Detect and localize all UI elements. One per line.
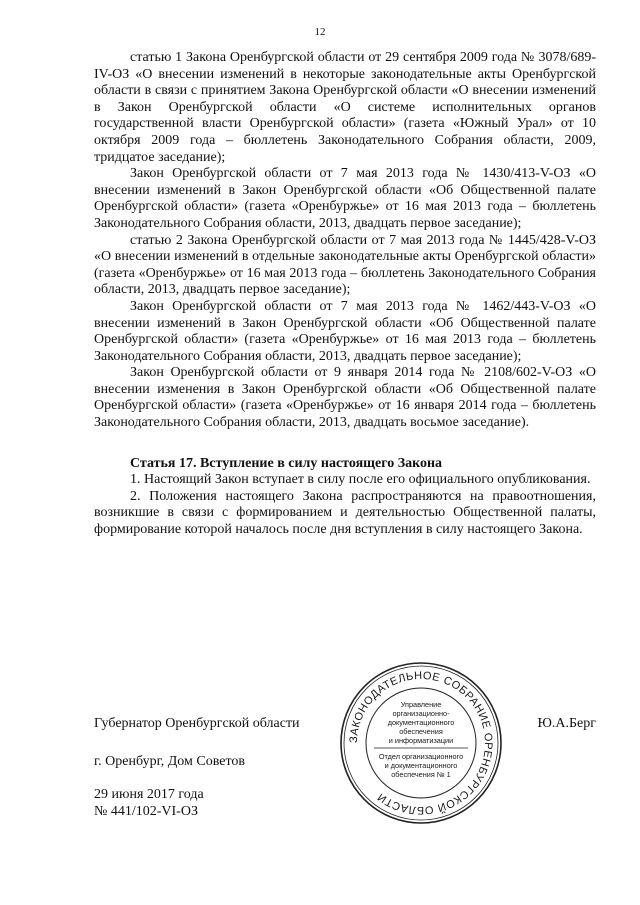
repealed-act-paragraph: Закон Оренбургской области от 7 мая 2013 года № 1462/443-V-ОЗ «О внесении изменений в Закон Оренбургской области «Об Общественной палате Оренбургской области» (газета «Оренбуржье» от 16 мая 2013 года – бюллетень Законодательного Собрания области, 2013, двадцать первое заседание); [94, 298, 596, 364]
article-clause-1: 1. Настоящий Закон вступает в силу после его официального опубликования. [130, 472, 591, 488]
seal-ring-textpath: ЗАКОНОДАТЕЛЬНОЕ СОБРАНИЕ ОРЕНБУРГСКОЙ ОБЛАСТИ [347, 669, 495, 817]
article-clause-2: 2. Положения настоящего Закона распространяются на правоотношения, возникшие в связи с формированием и деятельностью Общественной палаты, формирование которой началось после дня вступления в силу настоящего Закона. [94, 488, 596, 538]
law-date: 29 июня 2017 года [94, 787, 204, 802]
seal-dept-line-1: Управление [400, 700, 442, 709]
repealed-act-paragraph: статью 2 Закона Оренбургской области от 7 мая 2013 года № 1445/428-V-ОЗ «О внесении изменений в отдельные законодательные акты Оренбургской области» (газета «Оренбуржье» от 16 мая 2013 года – бюллетень Законодательного Собрания области, 2013, двадцать первое заседание); [94, 232, 596, 298]
seal-dept-line-3: документационного [387, 718, 455, 727]
seal-sub-line-3: обеспечения № 1 [391, 770, 451, 779]
repealed-act-paragraph: статью 1 Закона Оренбургской области от 29 сентября 2009 года № 3078/689-IV-ОЗ «О внесении изменений в некоторые законодательные акты Оренбургской области в связи с принятием Закона Оренбургской области «О внесении изменений в Закон Оренбургской области «О системе исполнительных органов государственной власти Оренбургской области» (газета «Южный Урал» от 10 октября 2009 года – бюллетень Законодательного Собрания области, 2009, тридцатое заседание); [94, 50, 596, 165]
seal-dept-line-2: организационно- [392, 709, 450, 718]
repealed-act-paragraph: Закон Оренбургской области от 7 мая 2013 года № 1430/413-V-ОЗ «О внесении изменений в Закон Оренбургской области «Об Общественной палате Оренбургской области» (газета «Оренбуржье» от 16 мая 2013 года – бюллетень Законодательного Собрания области, 2013, двадцать первое заседание); [94, 166, 596, 231]
repealed-act-paragraph: Закон Оренбургской области от 9 января 2014 года № 2108/602-V-ОЗ «О внесении изменения в Закон Оренбургской области «Об Общественной палате Оренбургской области» (газета «Оренбуржье» от 16 января 2014 года – бюллетень Законодательного Собрания области, 2013, двадцать восьмое заседание). [94, 365, 596, 431]
seal-dept-line-5: и информатизации [388, 736, 454, 745]
article-title: Статья 17. Вступление в силу настоящего Закона [130, 455, 443, 471]
page-number: 12 [314, 26, 326, 38]
document-body [94, 50, 596, 539]
seal-dept-line-4: обеспечения [399, 727, 443, 736]
governor-name: Ю.А.Берг [537, 716, 596, 731]
seal-sub-line-1: Отдел организационного [378, 752, 464, 761]
official-seal [338, 660, 504, 826]
law-date-block [94, 787, 204, 820]
signing-place: г. Оренбург, Дом Советов [94, 754, 245, 769]
seal-sub-line-2: и документационного [384, 761, 458, 770]
governor-title: Губернатор Оренбургской области [94, 716, 300, 731]
article-17 [94, 456, 596, 539]
law-number: № 441/102-VI-ОЗ [94, 803, 198, 819]
